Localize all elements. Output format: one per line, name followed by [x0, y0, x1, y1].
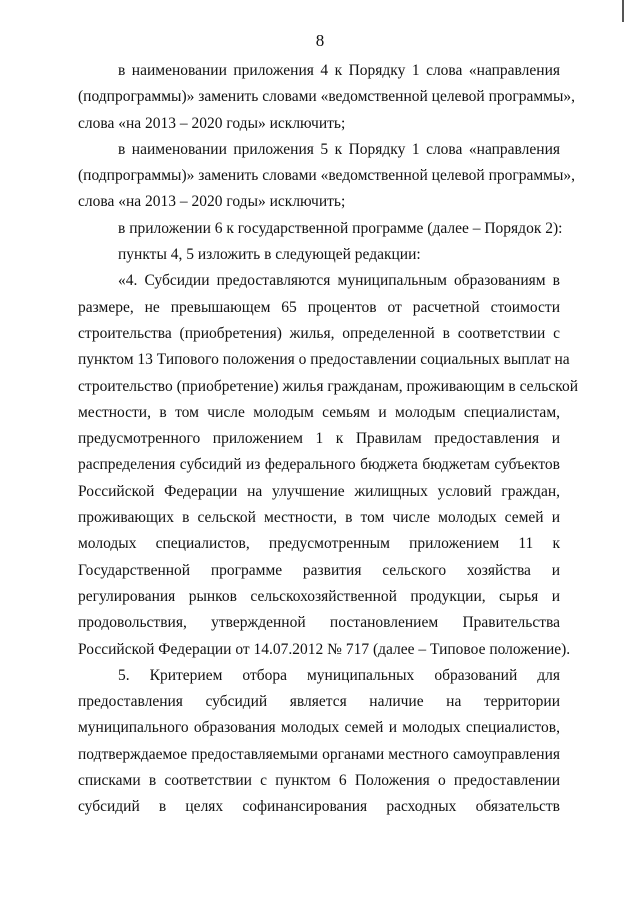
text-line: в приложении 6 к государственной программе (далее – Порядок 2): — [118, 219, 563, 237]
text-line: распределения субсидий из федерального бюджета бюджетам субъектов — [78, 456, 560, 474]
text-line: строительства (приобретения) жилья, определенной в соответствии с — [78, 324, 560, 342]
text-line: «4. Субсидии предоставляются муниципальным образованиям в — [118, 272, 560, 290]
text-line: Российской Федерации на улучшение жилищных условий граждан, — [78, 482, 560, 500]
text-line: списками в соответствии с пунктом 6 Положения о предоставлении — [78, 772, 560, 790]
scan-corner-mark — [622, 0, 624, 22]
text-line: предусмотренного приложением 1 к Правилам предоставления и — [78, 430, 560, 448]
text-line: в наименовании приложения 5 к Порядку 1 слова «направления — [118, 140, 560, 158]
text-line: (подпрограммы)» заменить словами «ведомственной целевой программы», — [78, 88, 576, 106]
text-line: в наименовании приложения 4 к Порядку 1 слова «направления — [118, 62, 560, 79]
text-line: 5. Критерием отбора муниципальных образований для — [118, 666, 560, 684]
text-line: размере, не превышающем 65 процентов от расчетной стоимости — [78, 298, 560, 316]
text-line: продовольствия, утвержденной постановлением Правительства — [78, 614, 560, 632]
text-line: (подпрограммы)» заменить словами «ведомственной целевой программы», — [78, 167, 576, 185]
text-line: молодых специалистов, предусмотренным приложением 11 к — [78, 535, 560, 553]
text-line: местности, в том числе молодым семьям и молодым специалистам, — [78, 403, 560, 421]
text-line: предоставления субсидий является наличие на территории — [78, 693, 560, 711]
text-line: Российской Федерации от 14.07.2012 № 717 (далее – Типовое положение). — [78, 640, 571, 658]
text-line: пунктом 13 Типового положения о предоставлении социальных выплат на — [78, 351, 570, 369]
document-body — [78, 58, 579, 821]
text-line: слова «на 2013 – 2020 годы» исключить; — [78, 193, 346, 211]
text-line: подтверждаемое предоставляемыми органами местного самоуправления — [78, 745, 560, 763]
text-line: проживающих в сельской местности, в том числе молодых семей и — [78, 509, 560, 527]
page-number: 8 — [315, 31, 325, 50]
text-line: строительство (приобретение) жилья гражданам, проживающим в сельской — [78, 377, 579, 395]
text-line: субсидий в целях софинансирования расходных обязательств — [78, 798, 560, 816]
text-line: Государственной программе развития сельского хозяйства и — [78, 561, 560, 579]
text-line: муниципального образования молодых семей и молодых специалистов, — [78, 719, 560, 737]
text-line: слова «на 2013 – 2020 годы» исключить; — [78, 114, 346, 132]
text-line: пункты 4, 5 изложить в следующей редакции: — [118, 246, 421, 264]
text-line: регулирования рынков сельскохозяйственной продукции, сырья и — [78, 587, 560, 605]
